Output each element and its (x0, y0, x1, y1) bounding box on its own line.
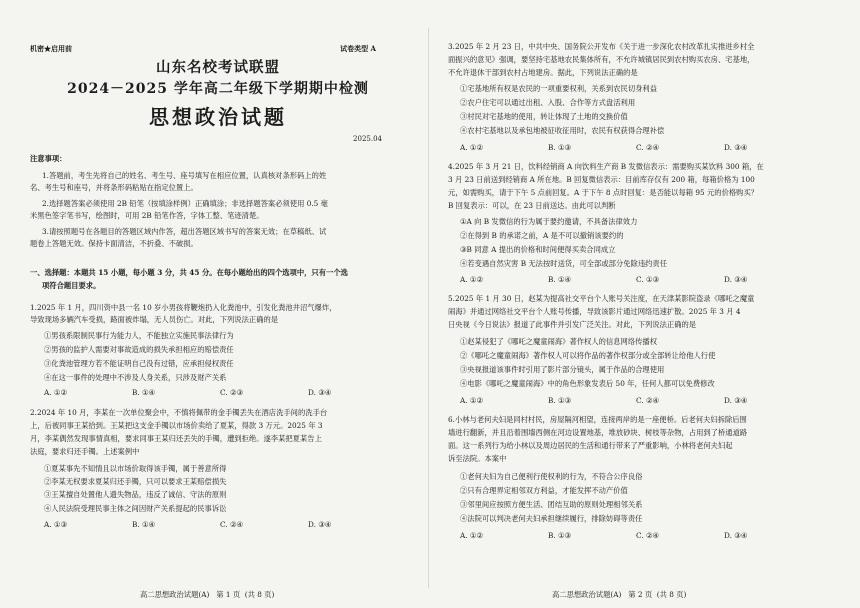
notes-heading: 注意事项： (30, 154, 67, 163)
page-2 (440, 0, 852, 608)
question-stem-line: 导致现场多辆汽车受损，路面被炸塌，无人员伤亡。对此，下列说法正确的是 (30, 315, 279, 324)
question-stem-line: 面振兴的意见》强调，要坚持宅基地农民集体所有，不允许城镇居民到农村购买农房、宅基地， (448, 55, 755, 64)
notes-line: 3.请按照题号在各题目的答题区域内作答，超出答题区域书写的答案无效；在草稿纸、试 (42, 227, 327, 236)
exam-date: 2025.04 (353, 135, 382, 143)
option-a: A. ①② (460, 396, 483, 405)
question-stem-line: 不允许退休干部到农村占地建房。据此，下列说法正确的是 (448, 68, 638, 77)
answer-options (460, 275, 820, 285)
question-item: ③邻里间应按照方便生活、团结互助的原则处理相邻关系 (460, 500, 643, 509)
option-c: C. ②④ (636, 143, 660, 152)
option-c: C. ②③ (220, 388, 244, 397)
question-stem-line: 1.2025 年 1 月，四川资中县一名 10 岁小男孩将鞭炮扔入化粪池中，引发化粪池井沼气爆炸， (30, 303, 337, 312)
question-item: ④农村宅基地以及承包地被征收征用时，农民有权获得合理补偿 (460, 126, 665, 135)
option-b: B. ①③ (548, 531, 572, 540)
option-d: D. ③④ (724, 275, 748, 284)
option-c: C. ②④ (220, 520, 244, 529)
question-item: ③B 同意 A 提出的价格和时间便得买卖合同成立 (460, 245, 616, 254)
option-a: A. ①② (460, 531, 483, 540)
option-a: A. ①② (460, 275, 483, 284)
confidential-label: 机密★启用前 (30, 44, 72, 53)
question-item: ③央视报道该事件时引用了影片部分镜头，属于作品的合理使用 (460, 365, 665, 374)
page-divider (428, 28, 429, 588)
option-d: D. ③④ (724, 396, 748, 405)
option-b: B. ①④ (548, 275, 572, 284)
option-a: A. ①② (44, 388, 67, 397)
question-item: ②在得到 B 的承诺之前，A 是不可以撤销该要约的 (460, 231, 624, 240)
question-item: ④法院可以判决老何夫妇承担继续履行，排除妨碍等责任 (460, 514, 643, 523)
page-footer: 高二思想政治试题(A) 第 1 页 (共 8 页) (140, 590, 275, 599)
question-stem-line: 诉至法院。本案中 (448, 454, 507, 463)
option-a: A. ①② (460, 143, 483, 152)
question-stem-line: 上，后被同事王某拾到。王某把这支金手镯以市场价卖给了夏某，得款 3 万元。2025 年 3 (30, 421, 323, 430)
subject-title: 思想政治试题 (149, 105, 287, 129)
question-item: ①赵某侵犯了《哪吒之魔童闹海》著作权人的信息网络传播权 (460, 337, 658, 346)
question-stem-line: 法庭，要求归还手镯。上述案例中 (30, 447, 140, 456)
exam-org-title: 山东名校考试联盟 (156, 59, 280, 76)
question-stem-line: B 回复表示：可以，在 23 日前送达。由此可以判断 (448, 201, 616, 210)
answer-options (44, 520, 404, 530)
question-stem-line: 5.2025 年 1 月 30 日，赵某为提高社交平台个人账号关注度，在天津某影院盗录《哪吒之魔童 (448, 294, 755, 303)
option-d: D. ③④ (308, 388, 332, 397)
option-b: B. ①③ (548, 143, 572, 152)
option-b: B. ①④ (132, 520, 156, 529)
answer-options (460, 531, 820, 541)
option-b: B. ①④ (132, 388, 156, 397)
question-stem-line: 面。这一系列行为给小林以及周边居民的生活和通行带来了严重影响，小林将老何夫妇起 (448, 441, 733, 450)
question-item: ④在这一事件的处理中不涉及人身关系，只涉及财产关系 (44, 373, 227, 382)
question-stem-line: 3.2025 年 2 月 23 日，中共中央、国务院公开发布《关于进一步深化农村改革扎实推进乡村全 (448, 42, 755, 51)
answer-options (44, 388, 404, 398)
notes-line: 米黑色签字笔书写，绘图时，可用 2B 铅笔作答，字体工整、笔迹清楚。 (30, 211, 264, 220)
section-heading-cont: 项符合题目要求。 (42, 281, 101, 290)
question-stem-line: 2.2024 年 10 月，李某在一次单位聚会中，不慎将佩带的金手镯丢失在酒店洗手间的洗手台 (30, 408, 328, 417)
option-c: C. ①③ (636, 275, 660, 284)
question-stem-line: 3 月 23 日前送到经销商 A 所在地。B 回复微信表示：目前库存仅有 200 箱，每箱价格为 100 (448, 175, 755, 184)
question-item: ④电影《哪吒之魔童闹海》中的角色形象发表后 50 年，任何人都可以免费修改 (460, 379, 715, 388)
paper-type-label: 试卷类型 A (340, 44, 376, 53)
question-stem-line: 6.小林与老何夫妇是同村村民，房屋隔河相望，连接两岸的是一座便桥。后老何夫妇拆除后围 (448, 415, 747, 424)
question-item: ③村民对宅基地的使用，转让体现了土地的交换价值 (460, 112, 628, 121)
page-footer: 高二思想政治试题(A) 第 2 页 (共 8 页) (552, 590, 687, 599)
notes-line: 2.选择题答案必须使用 2B 铅笔（按填涂样例）正确填涂；非选择题答案必须使用 0.5 毫 (42, 199, 328, 208)
question-stem-line: 元，如需购买，请于下午 5 点前回复。A 于下午 8 点时回复：是否能以每箱 95 元的价格购买？ (448, 188, 759, 197)
option-a: A. ①③ (44, 520, 67, 529)
page-1 (12, 0, 424, 608)
question-item: ②李某无权要求夏某归还手镯，只可以要求王某赔偿损失 (44, 477, 227, 486)
question-stem-line: 日央视《今日说法》报道了此事件并引发广泛关注。对此，下列说法正确的是 (448, 320, 697, 329)
exam-name-title: 2024－2025 学年高二年级下学期期中检测 (67, 81, 369, 97)
question-item: ②《哪吒之魔童闹海》著作权人可以将作品的著作权部分或全部转让给他人行使 (460, 351, 716, 360)
question-stem-line: 闹海》并通过网络社交平台个人账号传播，导致该影片通过网络迅速扩散。2025 年 3 月 4 (448, 307, 741, 316)
question-item: ④人民法院受理民事主体之间因财产关系提起的民事诉讼 (44, 504, 227, 513)
question-item: ②只有合理界定相邻双方利益，才能发挥不动产价值 (460, 486, 628, 495)
notes-line: 题卷上答题无效。保持卡面清洁，不折叠、不破损。 (30, 239, 198, 248)
option-b: B. ①③ (548, 396, 572, 405)
question-item: ②男孩的监护人需要对事故造成的损失承担相应的赔偿责任 (44, 345, 234, 354)
question-item: ①A 向 B 发微信的行为属于要约邀请，不具备法律效力 (460, 217, 638, 226)
section-heading: 一、选择题：本题共 15 小题，每小题 3 分，共 45 分。在每小题给出的四个选项中，只有一个选 (30, 268, 348, 277)
option-c: C. ②④ (636, 531, 660, 540)
option-c: C. ②④ (636, 396, 660, 405)
question-item: ③王某擅自处置他人遗失物品，违反了诚信、守法的原则 (44, 490, 227, 499)
question-item: ①男孩系限制民事行为能力人，不能独立实施民事法律行为 (44, 331, 234, 340)
answer-options (460, 396, 820, 406)
option-d: D. ③④ (724, 531, 748, 540)
question-item: ①宅基地所有权是农民的一项重要权利，关系到农民切身利益 (460, 84, 658, 93)
question-item: ②农户住宅可以通过出租、入股、合作等方式盘活利用 (460, 98, 636, 107)
question-stem-line: 月，李某偶然发现事情真相，要求同事王某归还丢失的手镯，遭到拒绝。遂李某把夏某告上 (30, 434, 322, 443)
question-item: ③化粪池管理方若不能证明自己没有过错，应承担侵权责任 (44, 359, 234, 368)
question-stem-line: 4.2025 年 3 月 21 日，饮料经销商 A 向饮料生产商 B 发微信表示：需要购买某饮料 300 箱，在 (448, 162, 764, 171)
notes-line: 1.答题前，考生先将自己的姓名、考生号、座号填写在相应位置，认真核对条形码上的姓 (42, 171, 327, 180)
answer-options (460, 143, 820, 153)
question-stem-line: 墙进行翻新，并且沿着围墙西侧在河边设置地基，堆放砂块、树枝等杂物，占用到了桥通道路 (448, 428, 748, 437)
option-d: D. ③④ (724, 143, 748, 152)
question-item: ①夏某事先不知情且以市场价取得该手镯，属于善意所得 (44, 464, 227, 473)
notes-line: 名、考生号和座号，并将条形码粘贴在指定位置上。 (30, 183, 198, 192)
question-item: ④若变遇自然灾害 B 无法按时送货，可全部或部分免除违约责任 (460, 259, 668, 268)
question-item: ①老何夫妇为自己便利行使权利的行为，不符合公序良俗 (460, 472, 643, 481)
option-d: D. ③④ (308, 520, 332, 529)
